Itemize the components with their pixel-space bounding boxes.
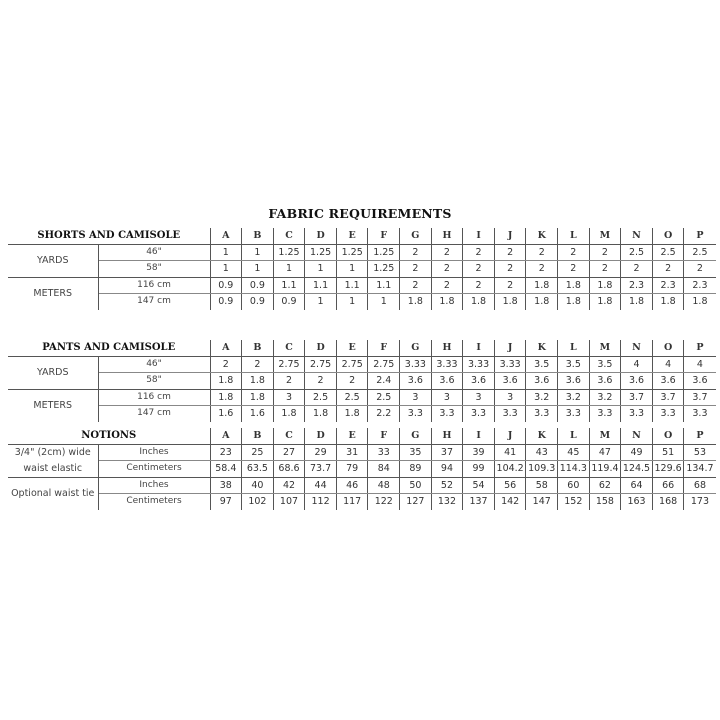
cell-n: 64 (621, 477, 653, 494)
size-header-m: M (589, 428, 621, 444)
cell-a: 0.9 (210, 294, 242, 310)
cell-g: 1.8 (400, 294, 432, 310)
size-header-i: I (463, 340, 495, 356)
table-row (8, 389, 716, 406)
cell-g: 2 (400, 244, 432, 261)
size-header-d: D (305, 428, 337, 444)
cell-n: 1.8 (621, 294, 653, 310)
cell-n: 2.3 (621, 277, 653, 294)
size-header-k: K (526, 340, 558, 356)
cell-i: 54 (463, 477, 495, 494)
row-sublabel: Inches (98, 444, 210, 461)
cell-p: 2.3 (684, 277, 716, 294)
cell-c: 3 (273, 389, 305, 406)
cell-k: 109.3 (526, 461, 558, 478)
size-header-a: A (210, 228, 242, 244)
cell-j: 2 (494, 261, 526, 278)
cell-b: 102 (242, 494, 274, 510)
cell-h: 2 (431, 244, 463, 261)
cell-k: 3.3 (526, 406, 558, 422)
cell-k: 3.5 (526, 356, 558, 373)
cell-n: 4 (621, 356, 653, 373)
notions-table (8, 428, 716, 510)
cell-i: 99 (463, 461, 495, 478)
cell-h: 52 (431, 477, 463, 494)
cell-h: 1.8 (431, 294, 463, 310)
table-row (8, 294, 716, 310)
cell-h: 2 (431, 261, 463, 278)
cell-f: 1 (368, 294, 400, 310)
cell-p: 1.8 (684, 294, 716, 310)
size-header-n: N (621, 228, 653, 244)
cell-b: 63.5 (242, 461, 274, 478)
size-header-f: F (368, 228, 400, 244)
cell-p: 134.7 (684, 461, 716, 478)
cell-b: 40 (242, 477, 274, 494)
cell-e: 1 (336, 294, 368, 310)
cell-e: 2.5 (336, 389, 368, 406)
cell-e: 117 (336, 494, 368, 510)
table-row (8, 373, 716, 390)
cell-n: 49 (621, 444, 653, 461)
cell-c: 0.9 (273, 294, 305, 310)
size-header-a: A (210, 340, 242, 356)
cell-m: 3.2 (589, 389, 621, 406)
cell-i: 3.3 (463, 406, 495, 422)
header-row (8, 428, 716, 444)
cell-p: 3.6 (684, 373, 716, 390)
cell-l: 3.6 (558, 373, 590, 390)
size-header-c: C (273, 228, 305, 244)
cell-c: 1.8 (273, 406, 305, 422)
cell-f: 84 (368, 461, 400, 478)
size-header-l: L (558, 228, 590, 244)
page-title: FABRIC REQUIREMENTS (268, 206, 452, 221)
cell-d: 44 (305, 477, 337, 494)
cell-i: 3 (463, 389, 495, 406)
cell-h: 3 (431, 389, 463, 406)
cell-p: 68 (684, 477, 716, 494)
cell-j: 41 (494, 444, 526, 461)
cell-j: 1.8 (494, 294, 526, 310)
cell-h: 94 (431, 461, 463, 478)
size-header-j: J (494, 228, 526, 244)
cell-o: 66 (652, 477, 684, 494)
cell-g: 3.6 (400, 373, 432, 390)
cell-c: 2.75 (273, 356, 305, 373)
cell-m: 62 (589, 477, 621, 494)
cell-o: 4 (652, 356, 684, 373)
group-label: Optional waist tie (8, 477, 98, 510)
size-header-e: E (336, 428, 368, 444)
cell-f: 2.2 (368, 406, 400, 422)
cell-j: 3 (494, 389, 526, 406)
size-header-b: B (242, 228, 274, 244)
cell-m: 47 (589, 444, 621, 461)
cell-a: 1.8 (210, 373, 242, 390)
cell-a: 1 (210, 244, 242, 261)
size-header-g: G (400, 428, 432, 444)
cell-n: 163 (621, 494, 653, 510)
group-label: 3/4" (2cm) wide waist elastic (8, 444, 98, 477)
cell-a: 58.4 (210, 461, 242, 478)
cell-k: 2 (526, 261, 558, 278)
cell-n: 3.3 (621, 406, 653, 422)
cell-f: 1.1 (368, 277, 400, 294)
cell-e: 1.8 (336, 406, 368, 422)
shorts-camisole-table (8, 228, 716, 310)
cell-g: 3.33 (400, 356, 432, 373)
cell-l: 1.8 (558, 277, 590, 294)
cell-m: 3.5 (589, 356, 621, 373)
cell-d: 2.5 (305, 389, 337, 406)
group-label: YARDS (8, 244, 98, 277)
cell-j: 142 (494, 494, 526, 510)
cell-f: 48 (368, 477, 400, 494)
size-header-k: K (526, 228, 558, 244)
size-header-d: D (305, 228, 337, 244)
cell-a: 1 (210, 261, 242, 278)
cell-p: 173 (684, 494, 716, 510)
cell-f: 122 (368, 494, 400, 510)
table-row (8, 277, 716, 294)
cell-m: 1.8 (589, 294, 621, 310)
cell-o: 168 (652, 494, 684, 510)
cell-c: 42 (273, 477, 305, 494)
cell-h: 3.33 (431, 356, 463, 373)
row-sublabel: 116 cm (98, 389, 210, 406)
cell-j: 3.33 (494, 356, 526, 373)
cell-p: 3.7 (684, 389, 716, 406)
table-row (8, 444, 716, 461)
cell-d: 2 (305, 373, 337, 390)
cell-j: 56 (494, 477, 526, 494)
cell-p: 4 (684, 356, 716, 373)
cell-e: 31 (336, 444, 368, 461)
cell-m: 158 (589, 494, 621, 510)
size-header-d: D (305, 340, 337, 356)
size-header-i: I (463, 428, 495, 444)
cell-h: 37 (431, 444, 463, 461)
cell-j: 3.6 (494, 373, 526, 390)
cell-p: 53 (684, 444, 716, 461)
row-sublabel: 147 cm (137, 408, 171, 418)
cell-k: 43 (526, 444, 558, 461)
group-label: METERS (8, 389, 98, 422)
cell-o: 2 (652, 261, 684, 278)
size-header-b: B (242, 340, 274, 356)
cell-a: 0.9 (210, 277, 242, 294)
cell-b: 1 (242, 244, 274, 261)
size-header-m: M (589, 228, 621, 244)
cell-a: 2 (210, 356, 242, 373)
cell-g: 3.3 (400, 406, 432, 422)
cell-d: 1 (305, 261, 337, 278)
row-sublabel: 116 cm (98, 277, 210, 294)
size-header-n: N (621, 340, 653, 356)
size-header-j: J (494, 340, 526, 356)
cell-m: 3.6 (589, 373, 621, 390)
header-row (8, 340, 716, 356)
cell-i: 137 (463, 494, 495, 510)
cell-a: 23 (210, 444, 242, 461)
cell-i: 39 (463, 444, 495, 461)
cell-b: 1.8 (242, 373, 274, 390)
cell-k: 1.8 (526, 294, 558, 310)
cell-b: 1.8 (242, 389, 274, 406)
cell-m: 2 (589, 244, 621, 261)
cell-b: 1 (242, 261, 274, 278)
cell-n: 3.6 (621, 373, 653, 390)
row-sublabel: 147 cm (137, 296, 171, 306)
cell-d: 73.7 (305, 461, 337, 478)
cell-b: 0.9 (242, 294, 274, 310)
cell-b: 0.9 (242, 277, 274, 294)
cell-m: 2 (589, 261, 621, 278)
cell-d: 1.25 (305, 244, 337, 261)
table-row (8, 494, 716, 510)
cell-f: 1.25 (368, 261, 400, 278)
cell-g: 127 (400, 494, 432, 510)
cell-l: 60 (558, 477, 590, 494)
section-title: NOTIONS (8, 428, 210, 444)
size-header-p: P (684, 428, 716, 444)
size-header-e: E (336, 340, 368, 356)
section-title: SHORTS AND CAMISOLE (8, 228, 210, 244)
row-sublabel: 58" (98, 261, 210, 278)
row-sublabel: 46" (98, 356, 210, 373)
cell-e: 1 (336, 261, 368, 278)
cell-l: 3.2 (558, 389, 590, 406)
table-row (8, 261, 716, 278)
cell-e: 1.25 (336, 244, 368, 261)
cell-e: 2 (336, 373, 368, 390)
cell-i: 1.8 (463, 294, 495, 310)
cell-k: 3.2 (526, 389, 558, 406)
size-header-e: E (336, 228, 368, 244)
cell-c: 1 (273, 261, 305, 278)
cell-g: 35 (400, 444, 432, 461)
cell-a: 97 (210, 494, 242, 510)
cell-g: 2 (400, 261, 432, 278)
size-header-n: N (621, 428, 653, 444)
cell-f: 33 (368, 444, 400, 461)
cell-c: 2 (273, 373, 305, 390)
size-header-m: M (589, 340, 621, 356)
size-header-p: P (684, 340, 716, 356)
cell-d: 29 (305, 444, 337, 461)
table-row (8, 477, 716, 494)
size-header-l: L (558, 428, 590, 444)
size-header-j: J (494, 428, 526, 444)
cell-h: 3.3 (431, 406, 463, 422)
cell-h: 132 (431, 494, 463, 510)
cell-c: 27 (273, 444, 305, 461)
cell-m: 3.3 (589, 406, 621, 422)
cell-e: 1.1 (336, 277, 368, 294)
cell-a: 38 (210, 477, 242, 494)
row-sublabel: Centimeters (98, 461, 210, 478)
size-header-f: F (368, 428, 400, 444)
cell-j: 2 (494, 244, 526, 261)
cell-n: 2 (621, 261, 653, 278)
size-header-h: H (431, 340, 463, 356)
cell-o: 3.3 (652, 406, 684, 422)
cell-j: 2 (494, 277, 526, 294)
cell-f: 2.4 (368, 373, 400, 390)
cell-k: 58 (526, 477, 558, 494)
cell-l: 3.3 (558, 406, 590, 422)
cell-e: 79 (336, 461, 368, 478)
cell-l: 114.3 (558, 461, 590, 478)
cell-c: 1.1 (273, 277, 305, 294)
row-sublabel: 46" (98, 244, 210, 261)
size-header-o: O (652, 428, 684, 444)
table-row (8, 356, 716, 373)
cell-n: 2.5 (621, 244, 653, 261)
cell-o: 51 (652, 444, 684, 461)
cell-f: 1.25 (368, 244, 400, 261)
cell-g: 50 (400, 477, 432, 494)
cell-l: 3.5 (558, 356, 590, 373)
cell-o: 1.8 (652, 294, 684, 310)
size-header-h: H (431, 228, 463, 244)
cell-e: 2.75 (336, 356, 368, 373)
cell-b: 2 (242, 356, 274, 373)
cell-b: 1.6 (242, 406, 274, 422)
header-row (8, 228, 716, 244)
cell-a: 1.8 (210, 389, 242, 406)
cell-h: 2 (431, 277, 463, 294)
row-sublabel: Inches (98, 477, 210, 494)
row-sublabel: Centimeters (126, 496, 182, 506)
cell-p: 3.3 (684, 406, 716, 422)
cell-k: 3.6 (526, 373, 558, 390)
cell-g: 89 (400, 461, 432, 478)
cell-c: 107 (273, 494, 305, 510)
size-header-b: B (242, 428, 274, 444)
pants-camisole-table (8, 340, 716, 422)
cell-p: 2 (684, 261, 716, 278)
cell-d: 1.8 (305, 406, 337, 422)
size-header-o: O (652, 228, 684, 244)
cell-o: 2.3 (652, 277, 684, 294)
table-row (8, 461, 716, 478)
cell-l: 2 (558, 244, 590, 261)
cell-o: 2.5 (652, 244, 684, 261)
cell-d: 1.1 (305, 277, 337, 294)
cell-i: 2 (463, 261, 495, 278)
cell-i: 2 (463, 277, 495, 294)
cell-m: 119.4 (589, 461, 621, 478)
section-title: PANTS AND CAMISOLE (8, 340, 210, 356)
cell-c: 68.6 (273, 461, 305, 478)
size-header-g: G (400, 340, 432, 356)
row-sublabel: 58" (98, 373, 210, 390)
size-header-h: H (431, 428, 463, 444)
cell-d: 1 (305, 294, 337, 310)
cell-n: 3.7 (621, 389, 653, 406)
cell-l: 2 (558, 261, 590, 278)
size-header-g: G (400, 228, 432, 244)
cell-j: 3.3 (494, 406, 526, 422)
cell-g: 3 (400, 389, 432, 406)
size-header-f: F (368, 340, 400, 356)
size-header-o: O (652, 340, 684, 356)
cell-f: 2.5 (368, 389, 400, 406)
size-header-p: P (684, 228, 716, 244)
size-header-i: I (463, 228, 495, 244)
cell-o: 129.6 (652, 461, 684, 478)
cell-i: 3.33 (463, 356, 495, 373)
cell-j: 104.2 (494, 461, 526, 478)
cell-k: 1.8 (526, 277, 558, 294)
size-header-c: C (273, 340, 305, 356)
cell-l: 45 (558, 444, 590, 461)
cell-l: 1.8 (558, 294, 590, 310)
cell-p: 2.5 (684, 244, 716, 261)
size-header-k: K (526, 428, 558, 444)
cell-e: 46 (336, 477, 368, 494)
cell-b: 25 (242, 444, 274, 461)
cell-n: 124.5 (621, 461, 653, 478)
cell-c: 1.25 (273, 244, 305, 261)
size-header-l: L (558, 340, 590, 356)
size-header-a: A (210, 428, 242, 444)
table-row (8, 406, 716, 422)
group-label: METERS (8, 277, 98, 310)
cell-i: 3.6 (463, 373, 495, 390)
cell-m: 1.8 (589, 277, 621, 294)
cell-o: 3.7 (652, 389, 684, 406)
cell-k: 2 (526, 244, 558, 261)
table-row (8, 244, 716, 261)
cell-a: 1.6 (210, 406, 242, 422)
group-label: YARDS (8, 356, 98, 389)
cell-g: 2 (400, 277, 432, 294)
cell-k: 147 (526, 494, 558, 510)
cell-h: 3.6 (431, 373, 463, 390)
cell-l: 152 (558, 494, 590, 510)
cell-o: 3.6 (652, 373, 684, 390)
size-header-c: C (273, 428, 305, 444)
cell-i: 2 (463, 244, 495, 261)
cell-f: 2.75 (368, 356, 400, 373)
cell-d: 2.75 (305, 356, 337, 373)
cell-d: 112 (305, 494, 337, 510)
